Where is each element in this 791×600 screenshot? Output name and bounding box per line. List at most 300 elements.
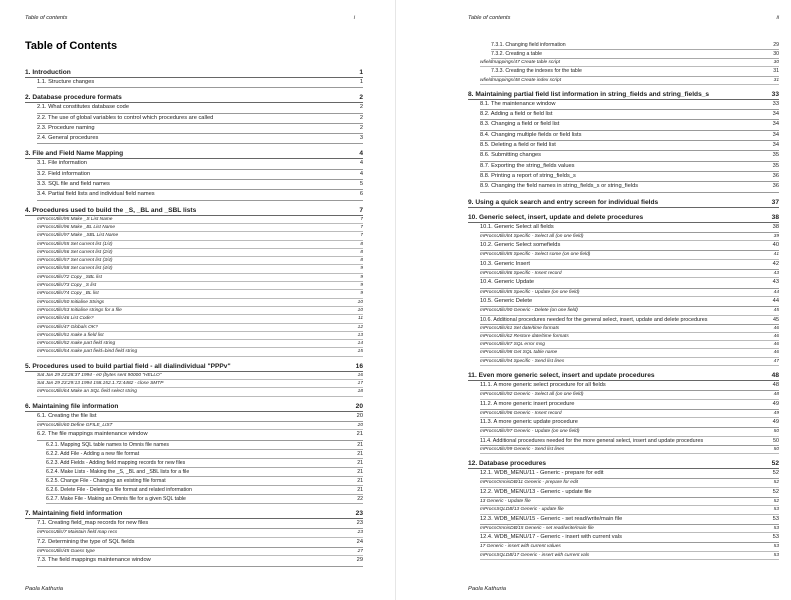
toc-entry[interactable] xyxy=(480,381,779,391)
toc-entry[interactable] xyxy=(480,110,779,120)
toc-entry-page-number: 52 xyxy=(773,498,779,504)
toc-entry-title: 10.2. Generic Select somefields xyxy=(480,242,561,249)
toc-entry[interactable] xyxy=(480,172,779,182)
right-page xyxy=(396,0,791,600)
toc-entry-title: 10.4. Generic Update xyxy=(480,279,535,286)
toc-entry-title: 6.2.7. Make File - Making an Omnis file for a given SQL table xyxy=(46,496,186,503)
toc-entry-title: wfieldmappings/47 Create table script xyxy=(480,60,560,66)
toc-entry-page-number: 50 xyxy=(773,446,779,452)
toc-entry-page-number: 46 xyxy=(773,342,779,348)
toc-entry[interactable] xyxy=(37,159,363,169)
toc-entry-title: mProcsUtils/52 make part field string xyxy=(37,341,116,347)
toc-entry-page-number: 34 xyxy=(771,141,779,150)
toc-entry-title: mProcsUtils/53 Initialise strings for a file xyxy=(37,307,122,313)
toc-entry-page-number: 1 xyxy=(358,78,363,87)
toc-entry-page-number: 43 xyxy=(773,271,779,277)
toc-entry-page-number: 9 xyxy=(360,291,363,297)
toc-entry-title: 8.3. Changing a field or field list xyxy=(480,121,560,128)
toc-entry-page-number: 53 xyxy=(773,525,779,531)
toc-entry-page-number: 14 xyxy=(357,341,363,347)
toc-entry[interactable] xyxy=(480,533,779,543)
toc-entry[interactable] xyxy=(37,340,363,348)
toc-entry-title: 6.2. The file mappings maintenance window xyxy=(37,431,148,438)
toc-entry-page-number: 10 xyxy=(357,299,363,305)
toc-entry[interactable] xyxy=(46,459,363,468)
toc-entry-page-number: 53 xyxy=(773,552,779,558)
toc-entry-page-number: 53 xyxy=(771,515,779,524)
toc-entry-title: mProcsUtils/61 Set date/time formats xyxy=(480,325,560,331)
toc-entry-title: 8.8. Printing a report of string_fields_s xyxy=(480,172,576,179)
toc-entry-title: 2.2. The use of global variables to control which procedures are called xyxy=(37,114,214,121)
toc-entry-title: 6.2.4. Make Lists - Making the _S, _BL and _SBL lists for a file xyxy=(46,468,190,475)
toc-entry-title: 6.2.6. Delete File - Deleting a file format and related information xyxy=(46,486,192,493)
toc-entry-title: 6.2.5. Change File - Changing an existing file format xyxy=(46,477,166,484)
toc-entry-page-number: 11 xyxy=(358,316,363,322)
toc-entry-title: 3. File and Field Name Mapping xyxy=(25,150,124,158)
toc-entry-title: mProcsUtils/54 make part field=bind field string xyxy=(37,349,138,355)
toc-entry-page-number: 37 xyxy=(771,198,779,206)
toc-entry[interactable] xyxy=(480,498,779,506)
toc-entry-title: 13 Generic - Update file xyxy=(480,498,531,504)
toc-entry-page-number: 53 xyxy=(773,544,779,550)
toc-entry-page-number: 18 xyxy=(357,389,363,395)
toc-section-entry[interactable] xyxy=(25,402,363,412)
toc-entry-title: 7.3. The field mappings maintenance window xyxy=(37,557,151,564)
toc-entry-page-number: 6 xyxy=(358,190,363,199)
page-footer-author: Paola Kathuria xyxy=(25,586,64,592)
toc-entry-title: mProcsUtils/73 Copy _S list xyxy=(37,283,97,289)
toc-entry[interactable] xyxy=(46,486,363,495)
toc-list xyxy=(396,41,791,560)
toc-entry[interactable] xyxy=(37,388,363,396)
toc-entry-title: mProcsUtils/96 Generic - Insert record xyxy=(480,410,562,416)
toc-entry[interactable] xyxy=(37,114,363,124)
toc-entry[interactable] xyxy=(37,380,363,388)
toc-section-entry[interactable] xyxy=(468,90,779,100)
toc-entry-title: 1. Introduction xyxy=(25,69,71,76)
page-number: ii xyxy=(776,15,779,21)
toc-entry-title: mProcsUtils/90 Generic - Delete (on one field) xyxy=(480,308,578,314)
page-footer-author: Paola Kathuria xyxy=(468,586,507,592)
toc-entry[interactable] xyxy=(37,257,363,265)
toc-entry[interactable] xyxy=(480,233,779,241)
toc-entry-title: 3.4. Partial field lists and individual field names xyxy=(37,191,155,198)
toc-entry-title: 10.5. Generic Delete xyxy=(480,297,533,304)
toc-entry-title: 8.1. The maintenance window xyxy=(480,100,556,107)
toc-entry-title: 4. Procedures used to build the _S, _BL and _SBL lists xyxy=(25,206,197,214)
left-page xyxy=(0,0,395,600)
toc-entry[interactable] xyxy=(37,548,363,556)
toc-entry-page-number: 9 xyxy=(360,266,363,272)
toc-entry[interactable] xyxy=(37,299,363,307)
toc-entry[interactable] xyxy=(480,341,779,349)
toc-entry-page-number: 7 xyxy=(359,206,363,214)
toc-entry-page-number: 46 xyxy=(773,333,779,339)
toc-entry[interactable] xyxy=(37,265,363,273)
toc-entry[interactable] xyxy=(480,543,779,551)
toc-entry-title: 8.2. Adding a field or field list xyxy=(480,111,553,118)
toc-entry[interactable] xyxy=(480,428,779,436)
toc-entry-title: mProcsUtils/47 Globals OK? xyxy=(37,324,98,330)
page-number: i xyxy=(353,15,355,21)
toc-entry-page-number: 7 xyxy=(360,216,363,222)
toc-entry[interactable] xyxy=(480,515,779,525)
toc-entry-page-number: 16 xyxy=(355,362,363,370)
toc-entry-title: 8.4. Changing multiple fields or field lists xyxy=(480,131,582,138)
toc-entry[interactable] xyxy=(37,180,363,190)
toc-entry-page-number: 38 xyxy=(771,213,779,221)
toc-entry-title: mProcsOmnisDB/15 Generic - set read/write/main file xyxy=(480,525,594,531)
toc-entry-page-number: 4 xyxy=(358,170,363,179)
toc-entry-page-number: 10 xyxy=(357,307,363,313)
toc-entry[interactable] xyxy=(37,134,363,144)
toc-entry-page-number: 38 xyxy=(771,223,779,232)
toc-entry-page-number: 21 xyxy=(357,441,363,448)
toc-entry-title: mProcsOmnisDB/11 Generic - prepare for edit xyxy=(480,480,579,486)
toc-entry-title: mProcsUtils/46 List Code? xyxy=(37,316,94,322)
toc-entry[interactable] xyxy=(480,446,779,454)
toc-entry[interactable] xyxy=(480,400,779,410)
toc-entry-title: mProcsSQLDB/17 Generic - insert with current vals xyxy=(480,552,590,558)
toc-entry[interactable] xyxy=(480,552,779,560)
toc-entry-title: mProcsUtils/98 Get SQL table name xyxy=(480,350,558,356)
toc-entry-page-number: 42 xyxy=(771,260,779,269)
toc-section-entry[interactable] xyxy=(25,93,363,103)
toc-entry-title: 7.3.3. Creating the indexes for the table xyxy=(491,68,582,75)
toc-entry-page-number: 30 xyxy=(773,60,779,66)
toc-entry-page-number: 49 xyxy=(771,400,779,409)
toc-entry[interactable] xyxy=(37,412,363,422)
toc-entry-title: 17 Generic - insert with current values xyxy=(480,544,561,550)
toc-entry-title: mProcsUtils/84 Specific - Select all (on one field) xyxy=(480,233,584,239)
toc-entry-page-number: 45 xyxy=(773,308,779,314)
toc-entry[interactable] xyxy=(491,41,779,50)
toc-entry-title: 12.2. WDB_MENU/13 - Generic - update file xyxy=(480,488,592,495)
toc-entry[interactable] xyxy=(37,224,363,232)
toc-entry-title: 3.2. Field information xyxy=(37,170,91,177)
page-title: Table of Contents xyxy=(25,40,118,52)
toc-entry-page-number: 8 xyxy=(360,249,363,255)
toc-entry[interactable] xyxy=(37,216,363,224)
toc-entry[interactable] xyxy=(480,418,779,428)
toc-entry[interactable] xyxy=(480,182,779,192)
toc-entry[interactable] xyxy=(37,290,363,298)
toc-entry[interactable] xyxy=(37,232,363,240)
toc-entry[interactable] xyxy=(480,307,779,315)
toc-entry[interactable] xyxy=(480,260,779,270)
toc-entry-title: 11. Even more generic select, insert and update procedures xyxy=(468,372,655,379)
toc-entry[interactable] xyxy=(46,441,363,450)
toc-entry-title: mProcsUtils/62 Restore date/time formats xyxy=(480,333,569,339)
toc-entry[interactable] xyxy=(480,410,779,418)
toc-entry-title: mProcsUtils/57 Set current list (3/4) xyxy=(37,258,113,264)
toc-entry[interactable] xyxy=(480,349,779,357)
toc-entry[interactable] xyxy=(37,103,363,113)
toc-entry-page-number: 31 xyxy=(773,77,779,83)
toc-entry-page-number: 53 xyxy=(771,533,779,542)
toc-entry-title: 5. Procedures used to build partial field - all dialindividual "PPPv" xyxy=(25,362,231,370)
toc-entry-page-number: 12 xyxy=(357,324,363,330)
toc-entry-title: mProcsUtils/95 Make _S List Name xyxy=(37,216,113,222)
toc-entry-page-number: 3 xyxy=(358,134,363,143)
toc-entry[interactable] xyxy=(480,223,779,233)
toc-entry[interactable] xyxy=(37,556,363,566)
toc-entry[interactable] xyxy=(37,529,363,537)
toc-entry-title: 12. Database procedures xyxy=(468,460,547,468)
toc-entry-title: Sat Jan 29 23:28:37 1994 - e0 (bytes sent 90000 "HELLO" xyxy=(37,372,162,378)
toc-entry-title: 6.2.2. Add File - Adding a new file format xyxy=(46,450,140,457)
toc-entry-page-number: 48 xyxy=(771,372,779,379)
toc-entry-title: 11.4. Additional procedures needed for the more general select, insert and update procedures xyxy=(480,437,704,444)
toc-entry[interactable] xyxy=(480,270,779,278)
toc-entry[interactable] xyxy=(37,315,363,323)
toc-entry-page-number: 16 xyxy=(357,372,363,378)
toc-entry-page-number: 46 xyxy=(773,350,779,356)
toc-entry-title: mProcsUtils/72 Copy _SBL list xyxy=(37,274,102,280)
toc-entry[interactable] xyxy=(37,332,363,340)
toc-entry[interactable] xyxy=(480,479,779,487)
toc-entry-page-number: 23 xyxy=(357,530,363,536)
toc-entry-title: mProcsUtils/92 Generic - Select all (on one field) xyxy=(480,392,584,398)
toc-entry-page-number: 35 xyxy=(771,151,779,160)
toc-entry[interactable] xyxy=(480,251,779,259)
toc-entry-title: mProcsUtils/60 Define GFILE_LIST xyxy=(37,422,113,428)
toc-entry-title: 3.1. File information xyxy=(37,160,87,167)
toc-entry-page-number: 9 xyxy=(360,283,363,289)
toc-entry[interactable] xyxy=(37,124,363,134)
toc-section-entry[interactable] xyxy=(468,198,779,208)
toc-entry-page-number: 2 xyxy=(358,114,363,123)
toc-entry-title: 2.3. Procedure naming xyxy=(37,124,95,131)
toc-entry-title: 8. Maintaining partial field list information in string_fields and string_fields_s xyxy=(468,90,710,98)
toc-entry[interactable] xyxy=(480,437,779,446)
toc-entry-title: 7. Maintaining field information xyxy=(25,510,123,518)
toc-entry[interactable] xyxy=(480,391,779,399)
toc-entry-page-number: 43 xyxy=(771,278,779,287)
toc-entry[interactable] xyxy=(480,120,779,130)
toc-entry[interactable] xyxy=(37,519,363,529)
toc-entry-page-number: 47 xyxy=(773,358,779,364)
toc-entry-page-number: 49 xyxy=(773,410,779,416)
toc-entry-page-number: 52 xyxy=(773,480,779,486)
toc-section-entry[interactable] xyxy=(25,206,363,216)
toc-entry[interactable] xyxy=(480,289,779,297)
toc-section-entry[interactable] xyxy=(468,371,779,381)
toc-entry-page-number: 13 xyxy=(357,332,363,338)
toc-entry-title: 7.2. Determining the type of SQL fields xyxy=(37,538,135,545)
toc-entry-title: 7.3.2. Creating a table xyxy=(491,51,543,58)
toc-entry-title: 8.5. Deleting a field or field list xyxy=(480,142,556,149)
toc-entry-page-number: 34 xyxy=(771,131,779,140)
toc-entry[interactable] xyxy=(480,325,779,333)
toc-section-entry[interactable] xyxy=(468,459,779,469)
toc-entry[interactable] xyxy=(480,77,779,85)
toc-entry-title: wfieldmappings/48 Create index script xyxy=(480,77,562,83)
toc-entry[interactable] xyxy=(37,324,363,332)
toc-entry[interactable] xyxy=(480,131,779,141)
toc-entry-page-number: 36 xyxy=(771,182,779,191)
toc-entry-title: 1.1. Structure changes xyxy=(37,79,95,85)
toc-entry-title: mProcsUtils/86 Specific - Insert record xyxy=(480,271,562,277)
toc-entry-title: mProcsUtils/87 SQL error msg xyxy=(480,342,545,348)
toc-entry-title: Sat Jan 29 23:29:13 1994 158.152.1.72:4482 - close SMTP xyxy=(37,381,164,387)
toc-entry-title: 8.6. Submitting changes xyxy=(480,152,542,159)
toc-entry-title: 11.1. A more generic select procedure for all fields xyxy=(480,382,606,388)
toc-entry-page-number: 35 xyxy=(771,162,779,171)
toc-entry-page-number: 23 xyxy=(355,510,363,518)
toc-entry[interactable] xyxy=(37,78,363,88)
toc-entry[interactable] xyxy=(37,241,363,249)
toc-entry-title: mProcsSQLDB/13 Generic - update file xyxy=(480,507,564,513)
toc-entry[interactable] xyxy=(37,170,363,180)
toc-entry[interactable] xyxy=(480,316,779,325)
toc-entry-page-number: 52 xyxy=(771,469,779,478)
toc-entry[interactable] xyxy=(37,249,363,257)
toc-entry[interactable] xyxy=(480,358,779,366)
toc-entry-title: mProcsUtils/51 make a field list xyxy=(37,332,104,338)
toc-entry-page-number: 20 xyxy=(357,422,363,428)
toc-entry-title: mProcsUtils/85 Specific - Select some (on one field) xyxy=(480,252,591,258)
toc-entry-page-number: 50 xyxy=(773,437,779,444)
toc-entry[interactable] xyxy=(46,495,363,504)
toc-entry-page-number: 33 xyxy=(771,100,779,109)
toc-entry-title: 11.2. A more generic insert procedure xyxy=(480,400,575,407)
toc-entry-title: mProcsUtils/55 Set current list (1/4) xyxy=(37,241,113,247)
toc-section-entry[interactable] xyxy=(25,509,363,519)
toc-entry[interactable] xyxy=(46,468,363,477)
toc-entry-title: 3.3. SQL file and field names xyxy=(37,181,110,188)
toc-entry-page-number: 21 xyxy=(357,450,363,457)
toc-entry-page-number: 52 xyxy=(771,460,779,468)
toc-entry[interactable] xyxy=(37,190,363,200)
toc-entry[interactable] xyxy=(491,50,779,59)
toc-entry[interactable] xyxy=(37,538,363,548)
toc-entry-page-number: 4 xyxy=(359,150,363,158)
toc-entry-page-number: 34 xyxy=(771,120,779,129)
toc-entry-title: mProcsUtils/7 Maintain field map recs xyxy=(37,530,118,536)
toc-entry-title: 10.1. Generic Select all fields xyxy=(480,223,554,230)
toc-entry-page-number: 21 xyxy=(357,459,363,466)
toc-entry-title: 7.1. Creating field_map records for new files xyxy=(37,520,149,527)
toc-entry-title: mProcsUtils/74 Copy _BL list xyxy=(37,291,99,297)
toc-entry[interactable] xyxy=(37,348,363,356)
toc-entry-page-number: 30 xyxy=(773,51,779,58)
toc-entry-page-number: 29 xyxy=(773,42,779,48)
toc-entry-title: 10.3. Generic Insert xyxy=(480,260,530,267)
toc-entry[interactable] xyxy=(46,450,363,459)
toc-entry-page-number: 31 xyxy=(773,68,779,75)
page-header-left: Table of contents xyxy=(25,15,68,21)
toc-entry[interactable] xyxy=(37,422,363,430)
toc-entry-page-number: 27 xyxy=(357,549,363,555)
toc-entry-page-number: 21 xyxy=(357,486,363,493)
toc-section-entry[interactable] xyxy=(25,362,363,372)
toc-entry-page-number: 15 xyxy=(357,349,363,355)
toc-entry[interactable] xyxy=(37,274,363,282)
toc-entry-page-number: 2 xyxy=(359,94,363,102)
toc-section-entry[interactable] xyxy=(25,68,363,78)
toc-entry[interactable] xyxy=(480,59,779,67)
toc-entry-title: 6.1. Creating the file list xyxy=(37,412,97,419)
toc-entry[interactable] xyxy=(480,525,779,533)
toc-entry-title: 8.7. Exporting the string_fields values xyxy=(480,162,575,169)
toc-entry-page-number: 20 xyxy=(355,402,363,410)
toc-entry[interactable] xyxy=(46,477,363,486)
toc-entry-page-number: 21 xyxy=(357,477,363,484)
toc-entry-page-number: 21 xyxy=(357,468,363,475)
toc-list xyxy=(0,68,395,567)
toc-entry-page-number: 48 xyxy=(771,381,779,390)
toc-entry-title: 2. Database procedure formats xyxy=(25,94,122,102)
toc-entry-page-number: 22 xyxy=(357,496,363,503)
toc-entry[interactable] xyxy=(480,488,779,498)
page-header-left: Table of contents xyxy=(468,15,511,21)
toc-entry-page-number: 53 xyxy=(773,507,779,513)
toc-entry-page-number: 50 xyxy=(773,429,779,435)
toc-entry-title: mProcsUtils/58 Set current list (4/4) xyxy=(37,266,113,272)
toc-entry-title: mProcsUtils/99 Generic - Send list lines xyxy=(480,446,565,452)
toc-entry[interactable] xyxy=(37,282,363,290)
toc-entry-title: mProcsUtils/94 Specific - Send list lines xyxy=(480,358,565,364)
toc-entry-title: mProcsUtils/96 Make _BL List Name xyxy=(37,224,116,230)
toc-entry[interactable] xyxy=(480,297,779,307)
toc-entry-title: 9. Using a quick search and entry screen for individual fields xyxy=(468,198,659,206)
toc-entry[interactable] xyxy=(480,333,779,341)
toc-entry-title: 10. Generic select, insert, update and delete procedures xyxy=(468,213,644,221)
toc-entry-page-number: 34 xyxy=(771,110,779,119)
toc-entry[interactable] xyxy=(491,67,779,76)
toc-entry-page-number: 39 xyxy=(773,233,779,239)
toc-entry[interactable] xyxy=(480,469,779,479)
toc-entry-page-number: 33 xyxy=(771,90,779,98)
toc-entry[interactable] xyxy=(480,162,779,172)
toc-entry-page-number: 8 xyxy=(360,241,363,247)
toc-entry-page-number: 2 xyxy=(358,103,363,112)
toc-entry[interactable] xyxy=(480,100,779,110)
toc-entry-page-number: 7 xyxy=(360,224,363,230)
toc-entry-page-number: 9 xyxy=(360,274,363,280)
toc-entry-page-number: 40 xyxy=(771,241,779,250)
toc-entry-page-number: 41 xyxy=(773,252,779,258)
toc-entry[interactable] xyxy=(480,141,779,151)
toc-entry-title: 6.2.1. Mapping SQL table names to Omnis file names xyxy=(46,441,169,448)
toc-entry[interactable] xyxy=(37,307,363,315)
toc-entry-title: mProcsUtils/45 Guess type xyxy=(37,549,95,555)
toc-entry[interactable] xyxy=(480,278,779,288)
toc-entry-page-number: 1 xyxy=(359,69,363,76)
toc-entry-page-number: 36 xyxy=(771,172,779,181)
toc-entry-page-number: 5 xyxy=(358,180,363,189)
toc-entry-title: 6.2.3. Add Fields - Adding field mapping records for new files xyxy=(46,459,186,466)
toc-entry-title: mProcsUtils/97 Generic - Update (on one field) xyxy=(480,429,580,435)
toc-entry[interactable] xyxy=(480,506,779,514)
toc-entry-page-number: 52 xyxy=(771,488,779,497)
toc-entry[interactable] xyxy=(480,241,779,251)
toc-entry[interactable] xyxy=(37,430,363,440)
toc-entry[interactable] xyxy=(480,151,779,161)
toc-entry-title: mProcsUtils/56 Set current list (2/4) xyxy=(37,249,113,255)
toc-entry-title: 7.3.1. Changing field information xyxy=(491,42,566,48)
toc-entry-page-number: 44 xyxy=(771,297,779,306)
toc-entry-title: 11.3. A more generic update procedure xyxy=(480,419,578,426)
toc-entry-title: 8.9. Changing the field names in string_fields_s or string_fields xyxy=(480,183,639,190)
toc-entry-page-number: 44 xyxy=(773,289,779,295)
toc-entry-page-number: 4 xyxy=(358,159,363,168)
toc-entry-page-number: 23 xyxy=(355,519,363,528)
toc-section-entry[interactable] xyxy=(468,213,779,223)
toc-section-entry[interactable] xyxy=(25,149,363,159)
toc-entry[interactable] xyxy=(37,372,363,380)
